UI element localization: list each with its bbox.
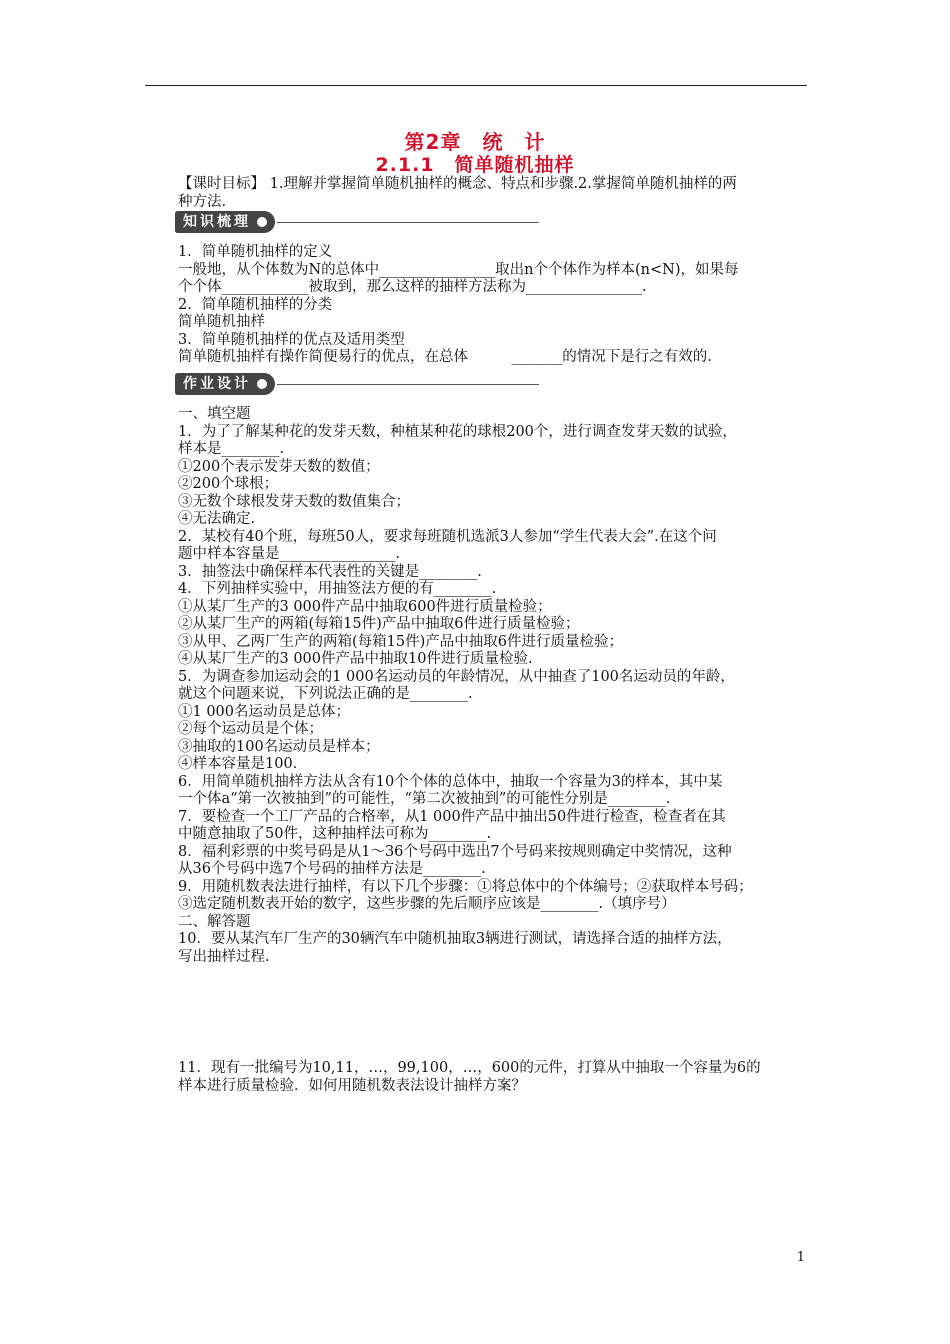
text-line: ①200个表示发芽天数的数值；	[178, 458, 380, 475]
text-line: 二、解答题	[178, 913, 251, 930]
text-line: ③选定随机数表开始的数字，这些步骤的先后顺序应该是________.（填序号）	[178, 896, 676, 912]
section-tab-box	[175, 211, 275, 233]
text-line: 样本是________.	[178, 441, 285, 457]
text-line: 1．为了了解某种花的发芽天数，种植某种花的球根200个，进行调查发芽天数的试验，	[178, 423, 737, 440]
objectives	[178, 176, 808, 211]
text-line: 6．用简单随机抽样方法从含有10个个体的总体中，抽取一个容量为3的样本，其中某	[178, 773, 723, 790]
text-line: 4．下列抽样实验中，用抽签法方便的有________.	[178, 581, 497, 597]
text-line: ③无数个球根发芽天数的数值集合；	[178, 493, 410, 510]
section-tab-rule	[277, 222, 539, 223]
question-11	[178, 1060, 808, 1095]
section-tab-homework	[175, 372, 539, 396]
text-line: ②从某厂生产的两箱(每箱15件)产品中抽取6件进行质量检验；	[178, 616, 580, 632]
section-tab-rule	[277, 384, 539, 385]
section-tab-box	[175, 373, 275, 395]
knowledge-section-body	[178, 244, 808, 367]
text-line: 个个体____________被取到，那么这样的抽样方法称为________________.	[178, 279, 647, 295]
text-line: ②200个球根；	[178, 476, 279, 492]
bullet-dot-icon	[257, 217, 267, 227]
text-line: ③抽取的100名运动员是样本；	[178, 738, 380, 755]
text-line: 3．抽签法中确保样本代表性的关键是________.	[178, 563, 482, 580]
text-line: 写出抽样过程.	[178, 948, 270, 965]
chapter-title: 第2章 统 计	[404, 130, 546, 154]
text-line: 1．简单随机抽样的定义	[178, 244, 333, 260]
text-line: 简单随机抽样	[178, 314, 265, 330]
text-line: 2．某校有40个班，每班50人，要求每班随机选派3人参加“学生代表大会”.在这个问	[178, 528, 717, 545]
text-line: 一个体a“第一次被抽到”的可能性，“第二次被抽到”的可能性分别是________.	[178, 791, 671, 807]
text-line: 3．简单随机抽样的优点及适用类型	[178, 331, 405, 348]
text-line: 11．现有一批编号为10,11，…，99,100，…，600的元件，打算从中抽取一个容量为6的	[178, 1060, 761, 1076]
objectives-line: 【课时目标】 1.理解并掌握简单随机抽样的概念、特点和步骤.2.掌握简单随机抽样的两	[178, 176, 737, 192]
text-line: ①从某厂生产的3 000件产品中抽取600件进行质量检验；	[178, 598, 552, 615]
text-line: 5．为调查参加运动会的1 000名运动员的年龄情况，从中抽查了100名运动员的年龄，	[178, 668, 735, 685]
text-line: 从36个号码中选7个号码的抽样方法是________.	[178, 861, 486, 877]
page-number: 1	[796, 1250, 805, 1265]
section-tab-knowledge	[175, 210, 539, 234]
bullet-dot-icon	[257, 379, 267, 389]
text-line: 10．要从某汽车厂生产的30辆汽车中随机抽取3辆进行测试，请选择合适的抽样方法，	[178, 931, 732, 947]
text-line: ④样本容量是100.	[178, 756, 298, 772]
text-line: 2．简单随机抽样的分类	[178, 296, 333, 313]
section-tab-label: 知识梳理	[183, 214, 251, 230]
objectives-line: 种方法.	[178, 193, 227, 210]
text-line: ②每个运动员是个体；	[178, 721, 323, 737]
text-line: 简单随机抽样有操作简便易行的优点，在总体 _______的情况下是行之有效的.	[178, 349, 712, 365]
section-title: 2.1.1 简单随机抽样	[375, 154, 575, 176]
text-line: 就这个问题来说，下列说法正确的是________.	[178, 686, 473, 702]
text-line: ③从甲、乙两厂生产的两箱(每箱15件)产品中抽取6件进行质量检验；	[178, 633, 623, 650]
section-tab-label: 作业设计	[183, 376, 251, 392]
text-line: 一、填空题	[178, 406, 251, 422]
text-line: ④无法确定.	[178, 511, 256, 527]
text-line: ④从某厂生产的3 000件产品中抽取10件进行质量检验.	[178, 651, 533, 667]
homework-section-body	[178, 406, 808, 966]
text-line: 中随意抽取了50件，这种抽样法可称为________.	[178, 826, 492, 842]
text-line: 8．福利彩票的中奖号码是从1～36个号码中选出7个号码来按规则确定中奖情况，这种	[178, 843, 732, 860]
text-line: 一般地，从个体数为N的总体中________________取出n个个体作为样本(n<N)，如果每	[178, 261, 739, 278]
text-line: 题中样本容量是________________.	[178, 546, 401, 562]
header-rule	[145, 85, 807, 86]
text-line: 9．用随机数表法进行抽样，有以下几个步骤：①将总体中的个体编号；②获取样本号码；	[178, 878, 753, 895]
text-line: 7．要检查一个工厂产品的合格率，从1 000件产品中抽出50件进行检查，检查者在其	[178, 808, 726, 825]
text-line: ①1 000名运动员是总体；	[178, 703, 351, 720]
text-line: 样本进行质量检验．如何用随机数表法设计抽样方案？	[178, 1077, 526, 1094]
